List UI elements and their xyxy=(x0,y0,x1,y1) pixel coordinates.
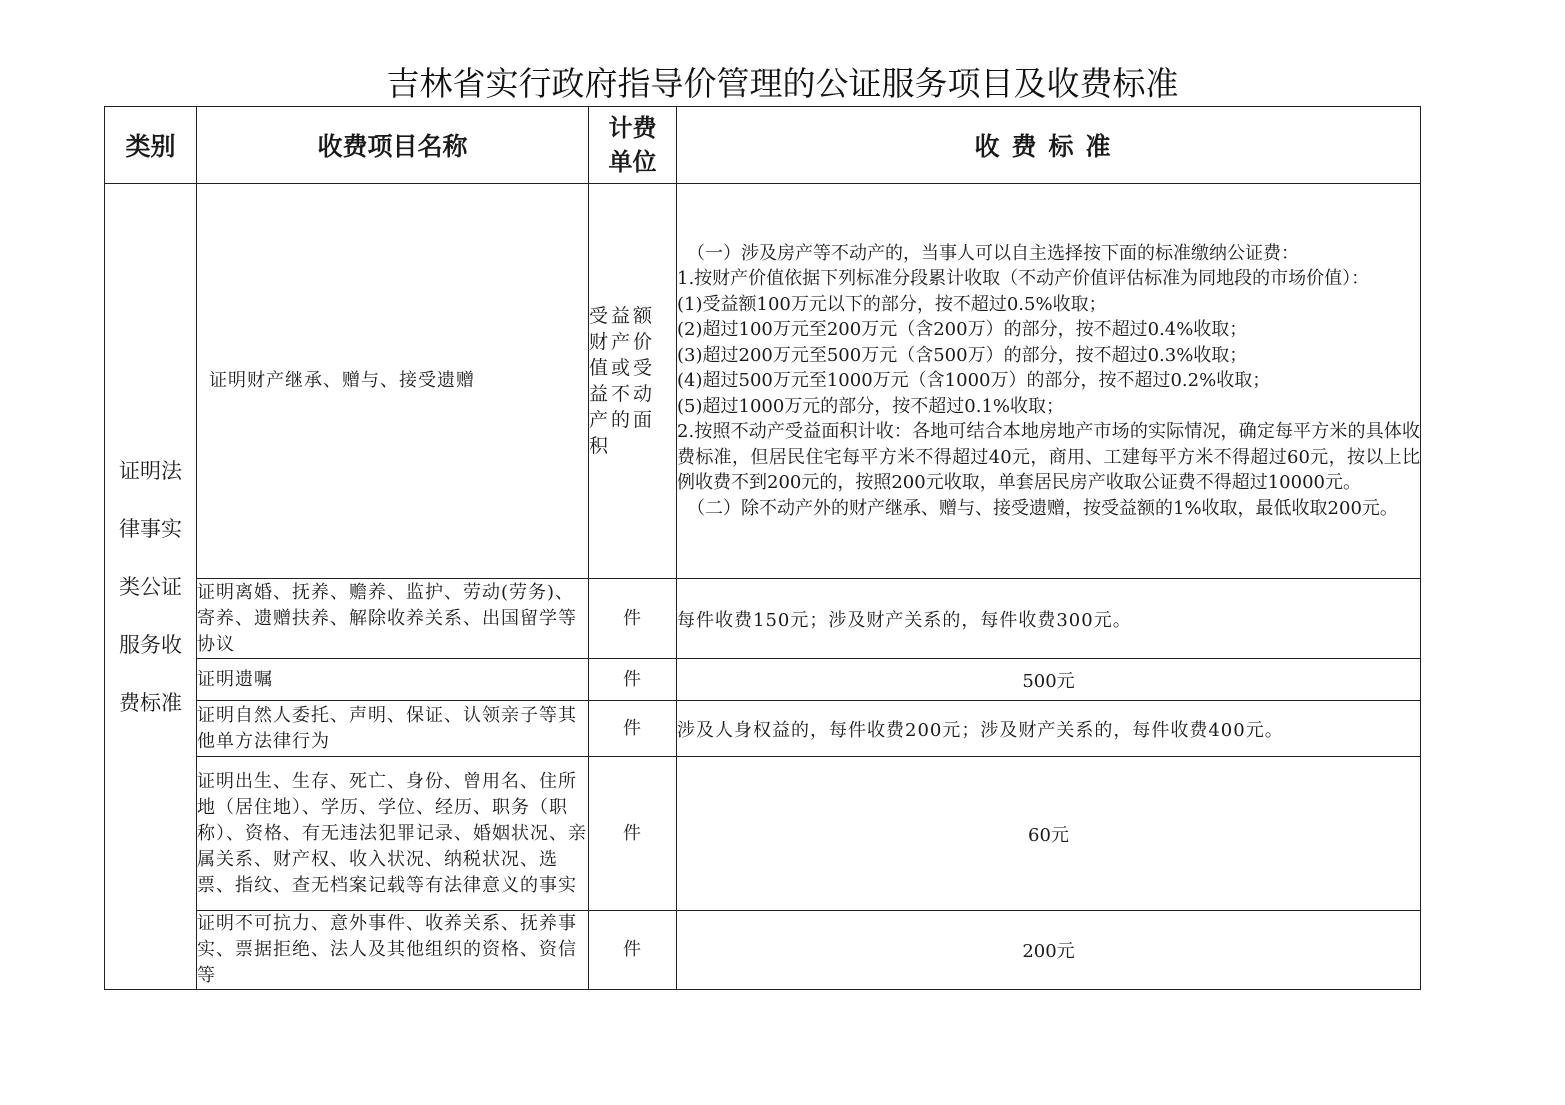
fee-standard-cell: 60元 xyxy=(677,757,1421,911)
fee-standard-cell: 涉及人身权益的，每件收费200元；涉及财产关系的，每件收费400元。 xyxy=(677,701,1421,757)
table-row xyxy=(105,184,1421,579)
item-name-cell: 证明不可抗力、意外事件、收养关系、抚养事实、票据拒绝、法人及其他组织的资格、资信等 xyxy=(197,911,589,990)
standard-line: （二）除不动产外的财产继承、赠与、接受遗赠，按受益额的1%收取，最低收取200元。 xyxy=(687,497,1398,519)
fee-standard-cell xyxy=(677,184,1421,579)
standard-line: (3)超过200万元至500万元（含500万）的部分，按不超过0.3%收取； xyxy=(677,344,1248,366)
item-name-cell: 证明遗嘱 xyxy=(197,659,589,701)
header-billing-unit xyxy=(589,107,677,184)
table-row xyxy=(105,579,1421,659)
standard-line: （一）涉及房产等不动产的，当事人可以自主选择按下面的标准缴纳公证费： xyxy=(687,242,1299,264)
category-line: 费标准 xyxy=(119,690,182,715)
billing-unit-cell: 受益额财产价值或受益不动产的面积 xyxy=(589,184,677,579)
header-category: 类别 xyxy=(105,107,197,184)
billing-unit-cell: 件 xyxy=(589,579,677,659)
document-title: 吉林省实行政府指导价管理的公证服务项目及收费标准 xyxy=(386,64,1179,103)
header-unit-line-2: 单位 xyxy=(608,148,657,176)
item-name-cell: 证明出生、生存、死亡、身份、曾用名、住所地（居住地）、学历、学位、经历、职务（职称）、资格、有无违法犯罪记录、婚姻状况、亲属关系、财产权、收入状况、纳税状况、选票、指纹、查无档案记载等有法律意义的事实 xyxy=(197,757,589,911)
category-line: 证明法 xyxy=(119,458,182,483)
billing-unit-cell: 件 xyxy=(589,757,677,911)
standard-line: (1)受益额100万元以下的部分，按不超过0.5%收取； xyxy=(677,293,1107,315)
header-unit-line-1: 计费 xyxy=(608,114,657,142)
standard-line: 2.按照不动产受益面积计收：各地可结合本地房地产市场的实际情况，确定每平方米的具体收费标准，但居民住宅每平方米不得超过40元，商用、工建每平方米不得超过60元，按以上比例收费不到200元的，按照200元收取，单套居民房产收取公证费不得超过10000元。 xyxy=(677,421,1420,494)
fee-standard-cell: 200元 xyxy=(677,911,1421,990)
billing-unit-cell: 件 xyxy=(589,701,677,757)
item-name-cell: 证明财产继承、赠与、接受遗赠 xyxy=(197,184,589,579)
category-line: 服务收 xyxy=(119,632,182,657)
category-line: 类公证 xyxy=(119,574,182,599)
fee-standard-cell: 每件收费150元；涉及财产关系的，每件收费300元。 xyxy=(677,579,1421,659)
table-row xyxy=(105,659,1421,701)
billing-unit-cell: 件 xyxy=(589,659,677,701)
table-header-row xyxy=(105,107,1421,184)
standard-line: 1.按财产价值依据下列标准分段累计收取（不动产价值评估标准为同地段的市场价值）： xyxy=(677,268,1370,290)
fee-standard-table xyxy=(104,106,1421,990)
header-fee-standard: 收费标准 xyxy=(677,107,1421,184)
table-row xyxy=(105,701,1421,757)
item-name-cell: 证明自然人委托、声明、保证、认领亲子等其他单方法律行为 xyxy=(197,701,589,757)
fee-standard-cell: 500元 xyxy=(677,659,1421,701)
table-row xyxy=(105,911,1421,990)
standard-line: (2)超过100万元至200万元（含200万）的部分，按不超过0.4%收取； xyxy=(677,319,1248,341)
standard-line: (5)超过1000万元的部分，按不超过0.1%收取； xyxy=(677,395,1065,417)
header-item-name: 收费项目名称 xyxy=(197,107,589,184)
category-cell xyxy=(105,184,197,990)
standard-line: (4)超过500万元至1000万元（含1000万）的部分，按不超过0.2%收取； xyxy=(677,370,1271,392)
billing-unit-cell: 件 xyxy=(589,911,677,990)
category-line: 律事实 xyxy=(119,516,182,541)
item-name-cell: 证明离婚、抚养、赡养、监护、劳动(劳务)、寄养、遗赠扶养、解除收养关系、出国留学等协议 xyxy=(197,579,589,659)
table-row xyxy=(105,757,1421,911)
